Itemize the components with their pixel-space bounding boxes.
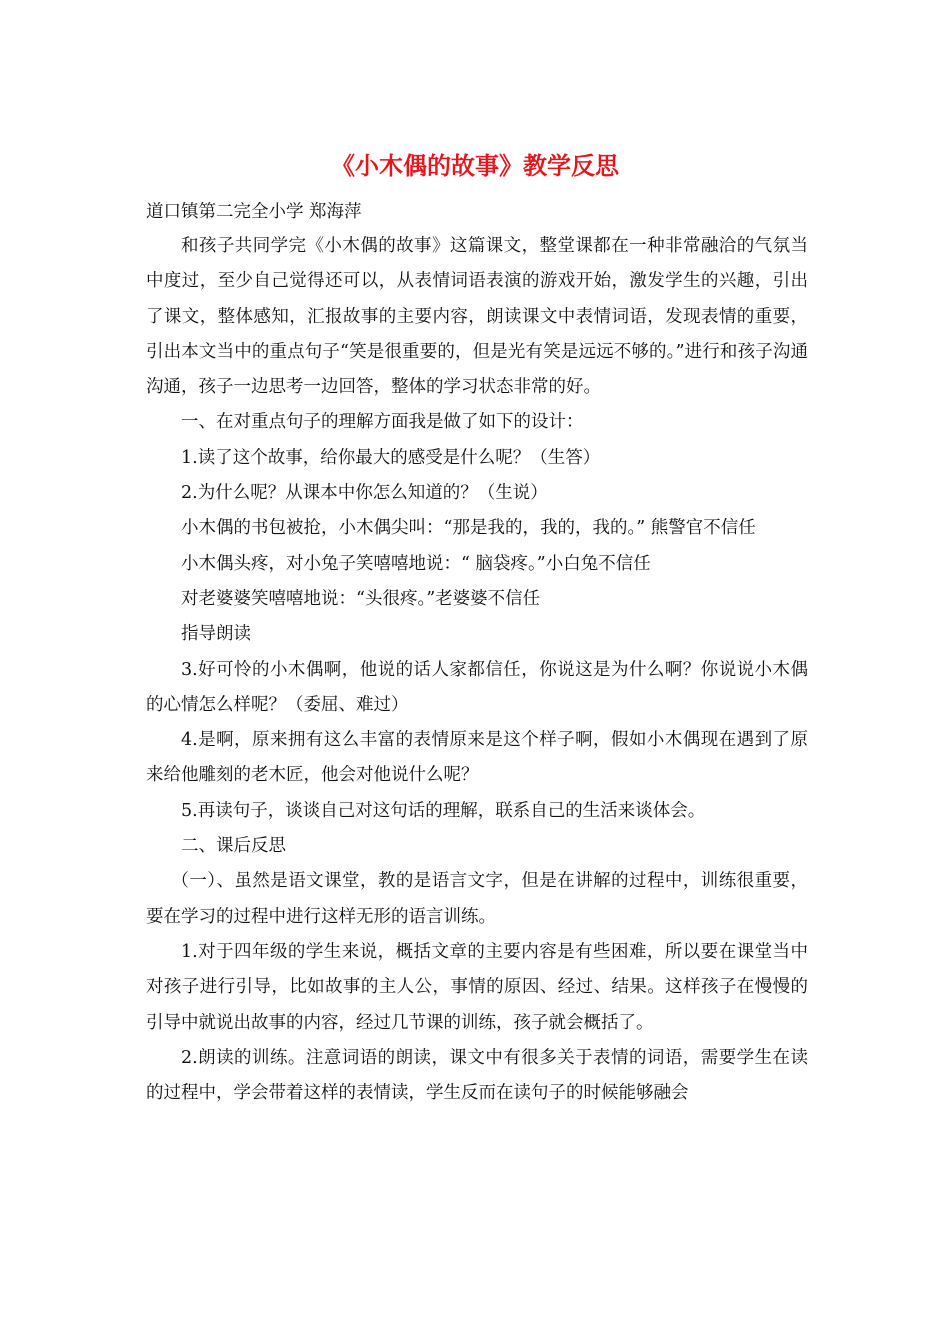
quote-line: 对老婆婆笑嘻嘻地说：“头很疼。”老婆婆不信任: [181, 588, 541, 609]
author-line: 道口镇第二完全小学 郑海萍: [146, 202, 362, 222]
list-item: 1.读了这个故事，给你最大的感受是什么呢？（生答）: [181, 447, 601, 468]
reading-guidance: 指导朗读: [181, 624, 251, 645]
section-heading-reflection: 二、课后反思: [181, 836, 286, 857]
list-item: 4.是啊，原来拥有这么丰富的表情原来是这个样子啊，假如小木偶现在遇到了原来给他雕刻的老木匠，他会对他说什么呢？: [146, 730, 808, 786]
section-heading-design: 一、在对重点句子的理解方面我是做了如下的设计：: [181, 412, 584, 433]
quote-line: 小木偶的书包被抢，小木偶尖叫：“那是我的，我的，我的。” 熊警官不信任: [181, 518, 756, 539]
reflection-paragraph: （一）、虽然是语文课堂，教的是语言文字，但是在讲解的过程中，训练很重要，要在学习的过程中进行这样无形的语言训练。: [146, 871, 808, 927]
list-item: 5.再读句子，谈谈自己对这句话的理解，联系自己的生活来谈体会。: [181, 800, 706, 821]
list-item: 2.为什么呢？从课本中你怎么知道的？（生说）: [181, 483, 548, 504]
list-item: 2.朗读的训练。注意词语的朗读，课文中有很多关于表情的词语，需要学生在读的过程中，学会带着这样的表情读，学生反而在读句子的时候能够融会: [146, 1047, 808, 1104]
list-item: 1.对于四年级的学生来说，概括文章的主要内容是有些困难，所以要在课堂当中对孩子进行引导，比如故事的主人公，事情的原因、经过、结果。这样孩子在慢慢的引导中就说出故事的内容，经过几节课的训练，孩子就会概括了。: [146, 941, 808, 1033]
document-body: [146, 229, 808, 1111]
quote-line: 小木偶头疼，对小兔子笑嘻嘻地说：“ 脑袋疼。”小白兔不信任: [181, 553, 651, 574]
document-title: 《小木偶的故事》教学反思: [331, 151, 619, 180]
list-item: 3.好可怜的小木偶啊，他说的话人家都信任，你说这是为什么啊？你说说小木偶的心情怎么样呢？（委屈、难过）: [146, 659, 808, 715]
paragraph-intro: 和孩子共同学完《小木偶的故事》这篇课文，整堂课都在一种非常融洽的气氛当中度过，至少自己觉得还可以，从表情词语表演的游戏开始，激发学生的兴趣，引出了课文，整体感知，汇报故事的主要内容，朗读课文中表情词语，发现表情的重要，引出本文当中的重点句子“笑是很重要的，但是光有笑是远远不够的。”进行和孩子沟通沟通，孩子一边思考一边回答，整体的学习状态非常的好。: [146, 236, 808, 398]
